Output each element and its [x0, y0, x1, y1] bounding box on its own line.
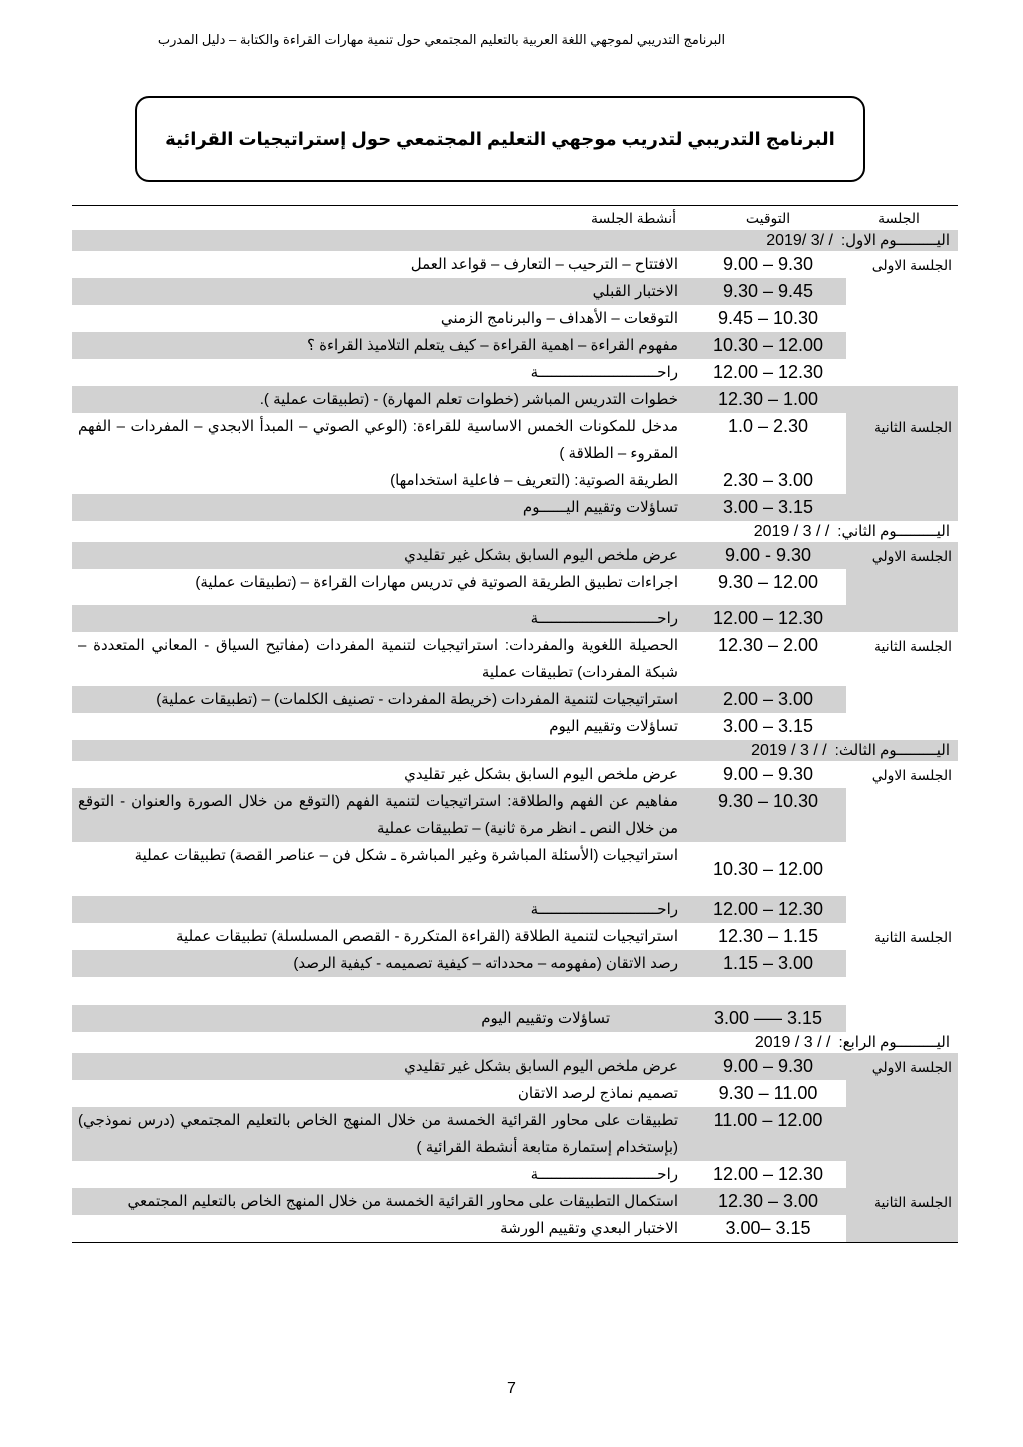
day-date: 2019 / 3 / /: [751, 742, 827, 759]
table-row: [72, 713, 846, 740]
session-label: الجلسة الاولي: [871, 767, 952, 783]
col-activities-header: أنشطة الجلسة: [591, 210, 676, 226]
time-cell: 2.30 – 3.00: [722, 470, 814, 490]
page-number: 7: [507, 1380, 516, 1397]
activity-cell: تطبيقات على محاور القرائية الخمسة من خلال المنهج الخاص بالتعليم المجتمعي (درس نموذجي) (بإستخدام إستمارة متابعة أنشطة القرائية ): [78, 1112, 678, 1156]
program-title-box: [135, 96, 865, 182]
page-header: البرنامج التدريبي لموجهي اللغة العربية بالتعليم المجتمعي حول تنمية مهارات القراءة والكتابة – دليل المدرب: [157, 32, 726, 47]
activity-cell: تساؤلات وتقييم اليوم: [481, 1010, 610, 1027]
session-label: الجلسة الثانية: [874, 419, 952, 435]
day-2-header: [72, 521, 958, 542]
activity-cell: استراتيجيات لتنمية المفردات (خريطة المفردات - تصنيف الكلمات) – (تطبيقات عملية): [156, 691, 678, 708]
time-cell: 9.30 – 11.00: [718, 1083, 818, 1103]
time-cell: 1.15 – 3.00: [722, 953, 814, 973]
table-row: [72, 923, 846, 950]
spacer: [72, 977, 846, 1005]
activity-cell: راحـــــــــــــــــــــــــــة: [530, 610, 678, 627]
table-row: [72, 950, 846, 977]
time-cell: 2.00 – 3.00: [722, 689, 814, 709]
activity-cell: راحـــــــــــــــــــــــــــة: [530, 1166, 678, 1183]
time-cell: 9.30 – 10.30: [717, 791, 819, 811]
day-1-session-1: [72, 251, 958, 386]
activity-cell: رصد الاتقان (مفهومه – محدداته – كيفية تصميمه - كيفية الرصد): [293, 955, 678, 972]
time-cell: 12.00 – 12.30: [712, 608, 824, 628]
day-2-session-1: [72, 542, 958, 632]
table-row: [72, 359, 846, 386]
time-cell: 12.30 – 1.15: [717, 926, 819, 946]
table-row: [72, 251, 846, 278]
day-3-session-2: [72, 923, 958, 1032]
table-row: [72, 494, 846, 521]
activity-cell: الاختبار القبلي: [592, 283, 678, 300]
table-row: [72, 1107, 846, 1161]
time-cell: 1.0 – 2.30: [727, 416, 809, 436]
activity-cell: خطوات التدريس المباشر (خطوات تعلم المهارة) - (تطبيقات عملية ).: [259, 391, 678, 408]
activity-cell: تصميم نماذج لرصد الاتقان: [517, 1085, 678, 1102]
time-cell: 9.00 – 9.30: [722, 1056, 814, 1076]
time-cell: 10.30 – 12.00: [712, 859, 824, 879]
table-row: [72, 332, 846, 359]
time-cell: 12.30 – 2.00: [717, 635, 819, 655]
day-label: اليـــــــــوم الاول:: [840, 232, 950, 249]
day-date: 2019 / 3 / /: [754, 1034, 831, 1051]
time-cell: 9.00 – 9.30: [722, 254, 814, 274]
time-cell: 9.30 – 9.45: [722, 281, 814, 301]
time-cell: 11.00 – 12.00: [713, 1110, 823, 1130]
program-title: البرنامج التدريبي لتدريب موجهي التعليم المجتمعي حول إستراتيجيات القرائية: [165, 128, 835, 149]
time-cell: 9.30 – 12.00: [717, 572, 819, 592]
day-4-session-1: [72, 1053, 958, 1188]
activity-cell: راحـــــــــــــــــــــــــــة: [530, 901, 678, 918]
activity-cell: استراتيجيات لتنمية الطلاقة (القراءة المتكررة - القصص المسلسلة) تطبيقات عملية: [176, 928, 678, 945]
activity-cell: اجراءات تطبيق الطريقة الصوتية في تدريس مهارات القراءة – (تطبيقات عملية): [195, 574, 678, 591]
table-row: [72, 896, 846, 923]
activity-cell: استكمال التطبيقات على محاور القرائية الخمسة من خلال المنهج الخاص بالتعليم المجتمعي: [127, 1193, 678, 1210]
time-cell: 9.45 – 10.30: [717, 308, 819, 328]
time-cell: 12.00 – 12.30: [712, 362, 824, 382]
day-3-header: [72, 740, 958, 761]
activity-cell: التوقعات – الأهداف – والبرنامج الزمني: [440, 310, 678, 327]
activity-cell: عرض ملخص اليوم السابق بشكل غير تقليدي: [404, 1058, 678, 1075]
table-row: [72, 605, 846, 632]
table-row: [72, 1053, 846, 1080]
table-row: [72, 686, 846, 713]
time-cell: 10.30 – 12.00: [712, 335, 824, 355]
col-time-header: التوقيت: [745, 210, 791, 226]
time-cell: 3.00 —– 3.15: [713, 1008, 823, 1028]
time-cell: 3.00 – 3.15: [722, 716, 814, 736]
day-4-header: [72, 1032, 958, 1053]
session-label: الجلسة الثانية: [874, 638, 952, 654]
table-row: [72, 842, 846, 896]
table-row: [72, 632, 846, 686]
table-row: [72, 1161, 846, 1188]
schedule-table: [72, 205, 958, 1243]
time-cell: 12.30 – 1.00: [717, 389, 819, 409]
activity-cell: عرض ملخص اليوم السابق بشكل غير تقليدي: [404, 766, 678, 783]
activity-cell: مدخل للمكونات الخمس الاساسية للقراءة: (الوعي الصوتي – المبدأ الابجدي – المفردات – الفهم المقروء – الطلاقة ): [78, 418, 678, 462]
time-cell: 9.00 – 9.30: [722, 764, 814, 784]
day-label: اليـــــــــوم الثاني:: [837, 523, 950, 540]
time-cell: 12.00 – 12.30: [712, 899, 824, 919]
time-cell: 9.00 - 9.30: [724, 545, 812, 565]
table-row: [72, 1005, 846, 1032]
day-1-session-2: [72, 386, 958, 521]
time-cell: 3.00– 3.15: [725, 1218, 811, 1238]
activity-cell: راحـــــــــــــــــــــــــــة: [530, 364, 678, 381]
table-row: [72, 788, 846, 842]
table-row: [72, 761, 846, 788]
activity-cell: تساؤلات وتقييم اليــــــوم: [522, 499, 678, 516]
table-row: [72, 305, 846, 332]
session-label: الجلسة الثانية: [874, 929, 952, 945]
table-row: [72, 1215, 846, 1242]
session-label: الجلسة الاولى: [871, 257, 952, 273]
session-label: الجلسة الاولي: [871, 1059, 952, 1075]
table-row: [72, 278, 846, 305]
activity-cell: مفهوم القراءة – اهمية القراءة – كيف يتعلم التلاميذ القراءة ؟: [307, 337, 678, 354]
time-cell: 12.30 – 3.00: [717, 1191, 819, 1211]
activity-cell: الطريقة الصوتية: (التعريف – فاعلية استخدامها): [390, 472, 678, 489]
table-header-row: [72, 205, 958, 230]
table-row: [72, 542, 846, 569]
table-row: [72, 569, 846, 605]
day-1-header: [72, 230, 958, 251]
activity-cell: الحصيلة اللغوية والمفردات: استراتيجيات لتنمية المفردات (مفاتيح السياق - المعاني المتعددة – شبكة المفردات) تطبيقات عملية: [78, 637, 678, 681]
col-session-header: الجلسة: [878, 210, 920, 226]
table-row: [72, 467, 846, 494]
table-row: [72, 1188, 846, 1215]
table-row: [72, 386, 846, 413]
time-cell: 3.00 – 3.15: [722, 497, 814, 517]
day-date: 2019 / 3 / /: [753, 523, 830, 540]
activity-cell: عرض ملخص اليوم السابق بشكل غير تقليدي: [404, 547, 678, 564]
activity-cell: الاختبار البعدي وتقييم الورشة: [500, 1220, 678, 1237]
day-4-session-2: [72, 1188, 958, 1243]
activity-cell: مفاهيم عن الفهم والطلاقة: استراتيجيات لتنمية الفهم (التوقع من خلال الصورة والعنوان - التوقع من خلال النص ـ انظر مرة ثانية) – تطبيقات عملية: [78, 793, 678, 837]
day-2-session-2: [72, 632, 958, 740]
day-3-session-1: [72, 761, 958, 923]
day-label: اليـــــــــوم الثالث:: [834, 742, 950, 759]
day-date: 2019/ 3/ /: [766, 232, 833, 249]
activity-cell: تساؤلات وتقييم اليوم: [549, 718, 678, 735]
time-cell: 12.00 – 12.30: [712, 1164, 824, 1184]
table-row: [72, 413, 846, 467]
session-label: الجلسة الاولي: [871, 548, 952, 564]
table-row: [72, 1080, 846, 1107]
day-label: اليـــــــــوم الرابع:: [838, 1034, 950, 1051]
activity-cell: استراتيجيات (الأسئلة المباشرة وغير المباشرة ـ شكل فن – عناصر القصة) تطبيقات عملية: [134, 847, 678, 864]
activity-cell: الافتتاح – الترحيب – التعارف – قواعد العمل: [410, 256, 678, 273]
session-label: الجلسة الثانية: [846, 1188, 958, 1242]
